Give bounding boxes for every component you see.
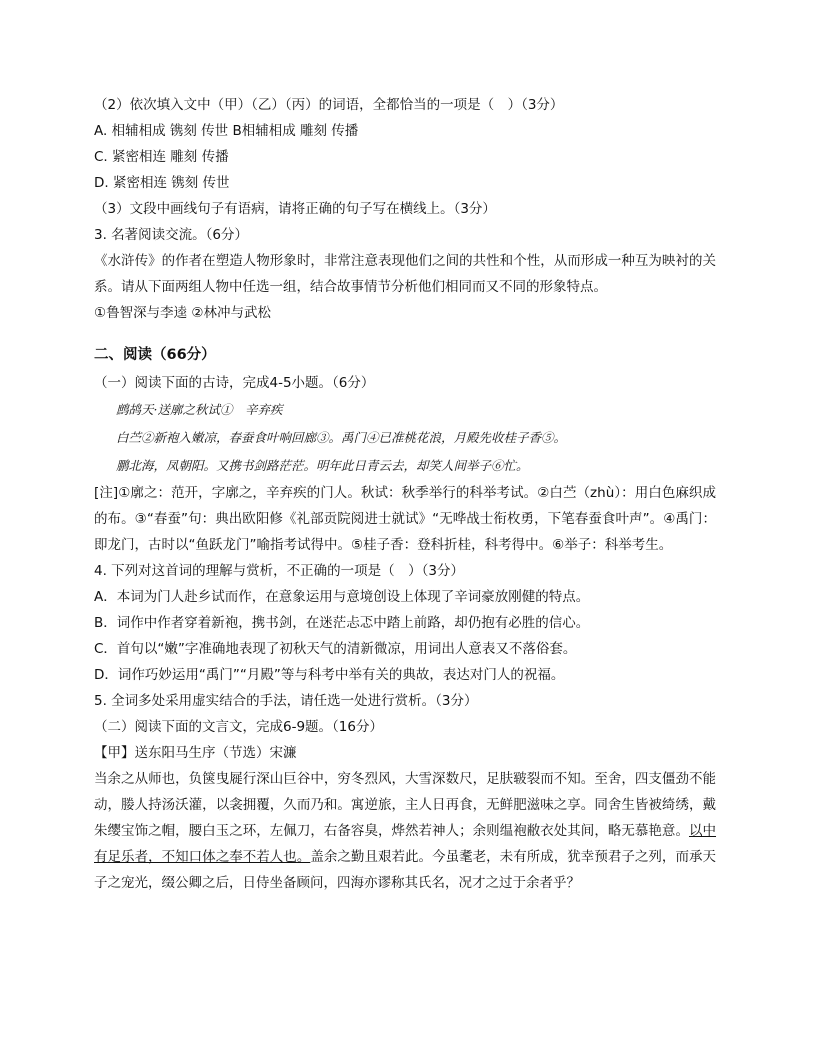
question-3-title: 3. 名著阅读交流。（6分） xyxy=(94,227,249,243)
q3-stem: （3）文段中画线句子有语病，请将正确的句子写在横线上。（3分） xyxy=(94,201,496,217)
q4-option-a: A．本词为门人赴乡试而作，在意象运用与意境创设上体现了辛词豪放刚健的特点。 xyxy=(94,589,590,605)
question-3-groups: ①鲁智深与李逵 ②林冲与武松 xyxy=(94,305,271,321)
poem-line-2: 鹏北海，凤朝阳。又携书剑路茫茫。明年此日青云去，却笑人间举子⑥忙。 xyxy=(116,458,529,473)
poem-notes: [注]①廓之：范开，字廓之，辛弃疾的门人。秋试：秋季举行的科举考试。②白苎（zhù）：用白色麻织成的布。③“春蚕”句：典出欧阳修《礼部贡院阅进士就试》“无哗战士衔枚勇，下笔春蚕食叶声”。④禹门：即龙门，古时以“鱼跃龙门”喻指考试得中。⑤桂子香：登科折桂，科考得中。⑥举子：科举考生。 xyxy=(94,485,716,553)
subsection-1-title: （一）阅读下面的古诗，完成4-5小题。（6分） xyxy=(94,375,375,391)
q4-option-b: B．词作中作者穿着新袍，携书剑，在迷茫忐忑中踏上前路，却仍抱有必胜的信心。 xyxy=(94,615,590,631)
passage-jia-text xyxy=(94,766,716,896)
q2-option-c: C. 紧密相连 雕刻 传播 xyxy=(94,149,229,165)
passage-jia-title: 【甲】送东阳马生序（节选）宋濂 xyxy=(94,745,297,761)
poem-title: 鹧鸪天·送廓之秋试① 辛弃疾 xyxy=(116,402,283,417)
passage-jia-part-1: 当余之从师也，负箧曳屣行深山巨谷中，穷冬烈风，大雪深数尺，足肤皲裂而不知。至舍，四支僵劲不能动，媵人持汤沃灌，以衾拥覆，久而乃和。寓逆旅，主人日再食，无鲜肥滋味之享。同舍生皆被绮绣，戴朱缨宝饰之帽，腰白玉之环，左佩刀，右备容臭，烨然若神人；余则缊袍敝衣处其间，略无慕艳意。 xyxy=(94,771,716,839)
q5-stem: 5. 全词多处采用虚实结合的手法，请任选一处进行赏析。（3分） xyxy=(94,693,478,709)
subsection-2-title: （二）阅读下面的文言文，完成6-9题。（16分） xyxy=(94,719,383,735)
q2-option-d: D. 紧密相连 镌刻 传世 xyxy=(94,175,230,191)
underlined-sentence: 以中有足乐者，不知口体之奉不若人也。 xyxy=(94,823,717,865)
poem-line-1: 白苎②新袍入嫩凉，春蚕食叶响回廊③。禹门④已准桃花浪，月殿先收桂子香⑤。 xyxy=(116,430,567,445)
q4-stem: 4. 下列对这首词的理解与赏析，不正确的一项是（ ）（3分） xyxy=(94,563,465,579)
q4-option-d: D．词作巧妙运用“禹门”“月殿”等与科考中举有关的典故，表达对门人的祝福。 xyxy=(94,667,565,683)
exam-page xyxy=(94,92,716,896)
section-heading: 二、阅读（66分） xyxy=(94,347,216,363)
q2-option-ab: A. 相辅相成 镌刻 传世 B相辅相成 雕刻 传播 xyxy=(94,123,359,139)
q4-option-c: C．首句以“嫩”字准确地表现了初秋天气的清新微凉，用词出人意表又不落俗套。 xyxy=(94,641,577,657)
passage-jia-part-2: 盖余之勤且艰若此。今虽耄老，未有所成，犹幸预君子之列，而承天子之宠光，缀公卿之后，日侍坐备顾问，四海亦谬称其氏名，况才之过于余者乎？ xyxy=(94,849,717,891)
question-3-body: 《水浒传》的作者在塑造人物形象时，非常注意表现他们之间的共性和个性，从而形成一种互为映衬的关系。请从下面两组人物中任选一组，结合故事情节分析他们相同而又不同的形象特点。 xyxy=(94,253,716,295)
q2-stem: （2）依次填入文中（甲）（乙）（丙）的词语，全都恰当的一项是（ ）（3分） xyxy=(94,97,564,113)
